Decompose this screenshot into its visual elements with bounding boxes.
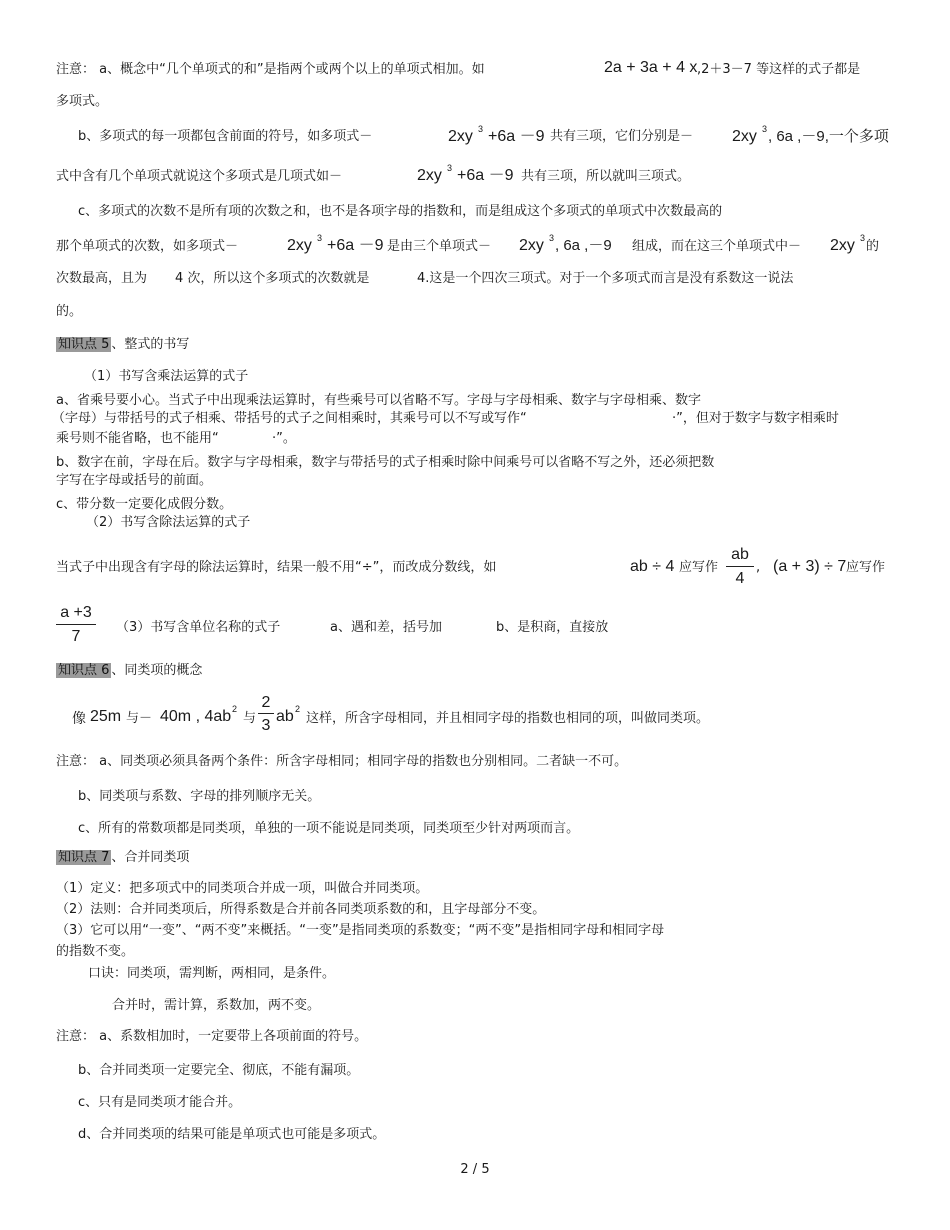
- kp6-example-text: 与: [243, 711, 257, 726]
- fraction-denominator: 7: [71, 628, 81, 645]
- kp7-summary-1: （3）它可以用“一变”、“两不变”来概括。“一变”是指同类项的系数变；“两不变”是指相同字母和相同字母: [56, 923, 665, 938]
- kp5-sub1: （1）书写含乘法运算的式子: [84, 369, 249, 384]
- kp6-example-text: 与－: [126, 711, 153, 726]
- note-b-line: b、多项式的每一项都包含前面的符号，如多项式－: [78, 129, 373, 144]
- math-expr: 25m: [90, 708, 122, 725]
- kp5-heading: [56, 336, 189, 354]
- kp6-note-b: b、同类项与系数、字母的排列顺序无关。: [78, 789, 321, 804]
- math-expr: 2a + 3a + 4 x: [604, 59, 698, 76]
- kp7-note-b: b、合并同类项一定要完全、彻底，不能有漏项。: [78, 1063, 360, 1078]
- math-expr: 2xy: [417, 167, 442, 184]
- kp5-title: 、整式的书写: [111, 337, 190, 352]
- note-c-line: c、多项式的次数不是所有项的次数之和，也不是各项字母的指数和，而是组成这个多项式的单项式中次数最高的: [78, 204, 723, 219]
- math-expr: (a + 3) ÷ 7: [773, 558, 847, 575]
- note-c-line-3b: 4 次，所以这个多项式的次数就是: [175, 271, 370, 286]
- math-expr: 2xy: [287, 237, 312, 254]
- kp5-c-line: c、带分数一定要化成假分数。: [56, 497, 233, 512]
- note-line-1-cont: ,2＋3－7 等这样的式子都是: [697, 62, 861, 77]
- math-expr: , 6a ,－9,一个多项: [768, 128, 889, 145]
- exponent: 2: [295, 704, 301, 714]
- kp6-note-c: c、所有的常数项都是同类项，单独的一项不能说是同类项，同类项至少针对两项而言。: [78, 821, 580, 836]
- kp5-a-line2b: ·”，但对于数字与数字相乘时: [672, 411, 839, 426]
- kp7-summary-2: 的指数不变。: [56, 944, 135, 959]
- kp5-div-line: 当式子中出现含有字母的除法运算时，结果一般不用“÷”，而改成分数线，如: [56, 560, 497, 575]
- kp7-heading: [56, 849, 189, 867]
- fraction-numerator: ab: [726, 546, 754, 567]
- fraction-denominator: 3: [261, 717, 271, 734]
- math-expr: 2xy: [519, 237, 544, 254]
- kp7-rule: （2）法则：合并同类项后，所得系数是合并前各同类项系数的和，且字母部分不变。: [56, 902, 546, 917]
- note-c-line-2: 那个单项式的次数，如多项式－: [56, 239, 239, 254]
- note-c-text: 组成，而在这三个单项式中－: [632, 239, 802, 254]
- page-number: 2 / 5: [460, 1162, 490, 1177]
- kp5-a-line3: 乘号则不能省略，也不能用“: [56, 431, 219, 446]
- math-expr: +6a －9: [327, 237, 384, 254]
- kp6-heading: [56, 662, 202, 680]
- exponent: 3: [478, 124, 484, 134]
- exponent: 3: [317, 233, 323, 243]
- exponent: 2: [232, 704, 238, 714]
- kp5-tag: 知识点 5: [58, 337, 110, 352]
- note-b-text: 共有三项，所以就叫三项式。: [521, 169, 691, 184]
- note-line-2: 多项式。: [56, 94, 109, 109]
- math-expr: 2xy: [448, 128, 473, 145]
- kp7-mnemonic-2: 合并时，需计算，系数加，两不变。: [112, 998, 321, 1013]
- math-expr: 2xy: [732, 128, 757, 145]
- math-expr: 40m , 4ab: [160, 708, 232, 725]
- math-expr: ab ÷ 4: [630, 558, 675, 575]
- kp5-b-line2: 字写在字母或括号的前面。: [56, 473, 213, 488]
- kp7-note-d: d、合并同类项的结果可能是单项式也可能是多项式。: [78, 1127, 386, 1142]
- note-c-line-3c: 4.这是一个四次三项式。对于一个多项式而言是没有系数这一说法: [417, 271, 794, 286]
- kp5-a-line1: a、省乘号要小心。当式子中出现乘法运算时，有些乘号可以省略不写。字母与字母相乘、数字与字母相乘、数字: [56, 393, 701, 408]
- exponent: 3: [447, 163, 453, 173]
- kp6-note-a: 注意： a、同类项必须具备两个条件：所含字母相同；相同字母的指数也分别相同。二者缺一不可。: [56, 754, 628, 769]
- note-c-line-3a: 次数最高，且为: [56, 271, 148, 286]
- fraction-a-plus-3-over-7: [56, 604, 96, 647]
- math-expr: +6a －9: [457, 167, 514, 184]
- kp7-tag: 知识点 7: [58, 850, 110, 865]
- kp7-note-a: 注意： a、系数相加时，一定要带上各项前面的符号。: [56, 1029, 368, 1044]
- math-expr: +6a －9: [488, 128, 545, 145]
- kp5-div-text: 应写作: [679, 560, 719, 575]
- exponent: 3: [860, 233, 866, 243]
- exponent: 3: [762, 124, 768, 134]
- kp5-a-line3b: ·”。: [272, 431, 296, 446]
- kp6-title: 、同类项的概念: [111, 663, 203, 678]
- math-expr: 2xy: [830, 237, 855, 254]
- note-c-line-4: 的。: [56, 304, 83, 319]
- kp5-div-text: 应写作: [846, 560, 886, 575]
- kp5-sub3-a: a、遇和差，括号加: [330, 620, 442, 635]
- kp6-example-text: 这样，所含字母相同，并且相同字母的指数也相同的项，叫做同类项。: [306, 711, 710, 726]
- comma: ,: [756, 560, 761, 575]
- fraction-denominator: 4: [735, 570, 745, 587]
- kp6-tag: 知识点 6: [58, 663, 110, 678]
- math-expr: , 6a ,－9: [555, 237, 612, 254]
- fraction-2-over-3: [258, 694, 274, 736]
- note-b-text: 共有三项，它们分别是－: [550, 129, 694, 144]
- note-b-line-2: 式中含有几个单项式就说这个多项式是几项式如－: [56, 169, 343, 184]
- math-expr: ab: [276, 708, 294, 725]
- note-c-text: 是由三个单项式－: [387, 239, 492, 254]
- fraction-numerator: a +3: [56, 604, 96, 625]
- kp7-title: 、合并同类项: [111, 850, 190, 865]
- note-c-text: 的: [866, 239, 880, 254]
- kp7-definition: （1）定义：把多项式中的同类项合并成一项，叫做合并同类项。: [56, 881, 429, 896]
- kp5-sub3: （3）书写含单位名称的式子: [116, 620, 281, 635]
- kp5-b-line1: b、数字在前，字母在后。数字与字母相乘，数字与带括号的式子相乘时除中间乘号可以省略不写之外，还必须把数: [56, 455, 715, 470]
- exponent: 3: [549, 233, 555, 243]
- kp7-note-c: c、只有是同类项才能合并。: [78, 1095, 242, 1110]
- kp5-sub2: （2）书写含除法运算的式子: [86, 515, 251, 530]
- kp6-example: 像: [72, 711, 86, 727]
- kp7-mnemonic-1: 口诀：同类项，需判断，两相同，是条件。: [88, 966, 336, 981]
- kp5-a-line2: （字母）与带括号的式子相乘、带括号的式子之间相乘时，其乘号可以不写或写作“: [52, 411, 527, 426]
- note-line-1: 注意： a、概念中“几个单项式的和”是指两个或两个以上的单项式相加。如: [56, 62, 485, 77]
- kp5-sub3-b: b、是积商，直接放: [496, 620, 609, 635]
- fraction-ab-over-4: [726, 546, 754, 589]
- fraction-numerator: 2: [258, 694, 274, 714]
